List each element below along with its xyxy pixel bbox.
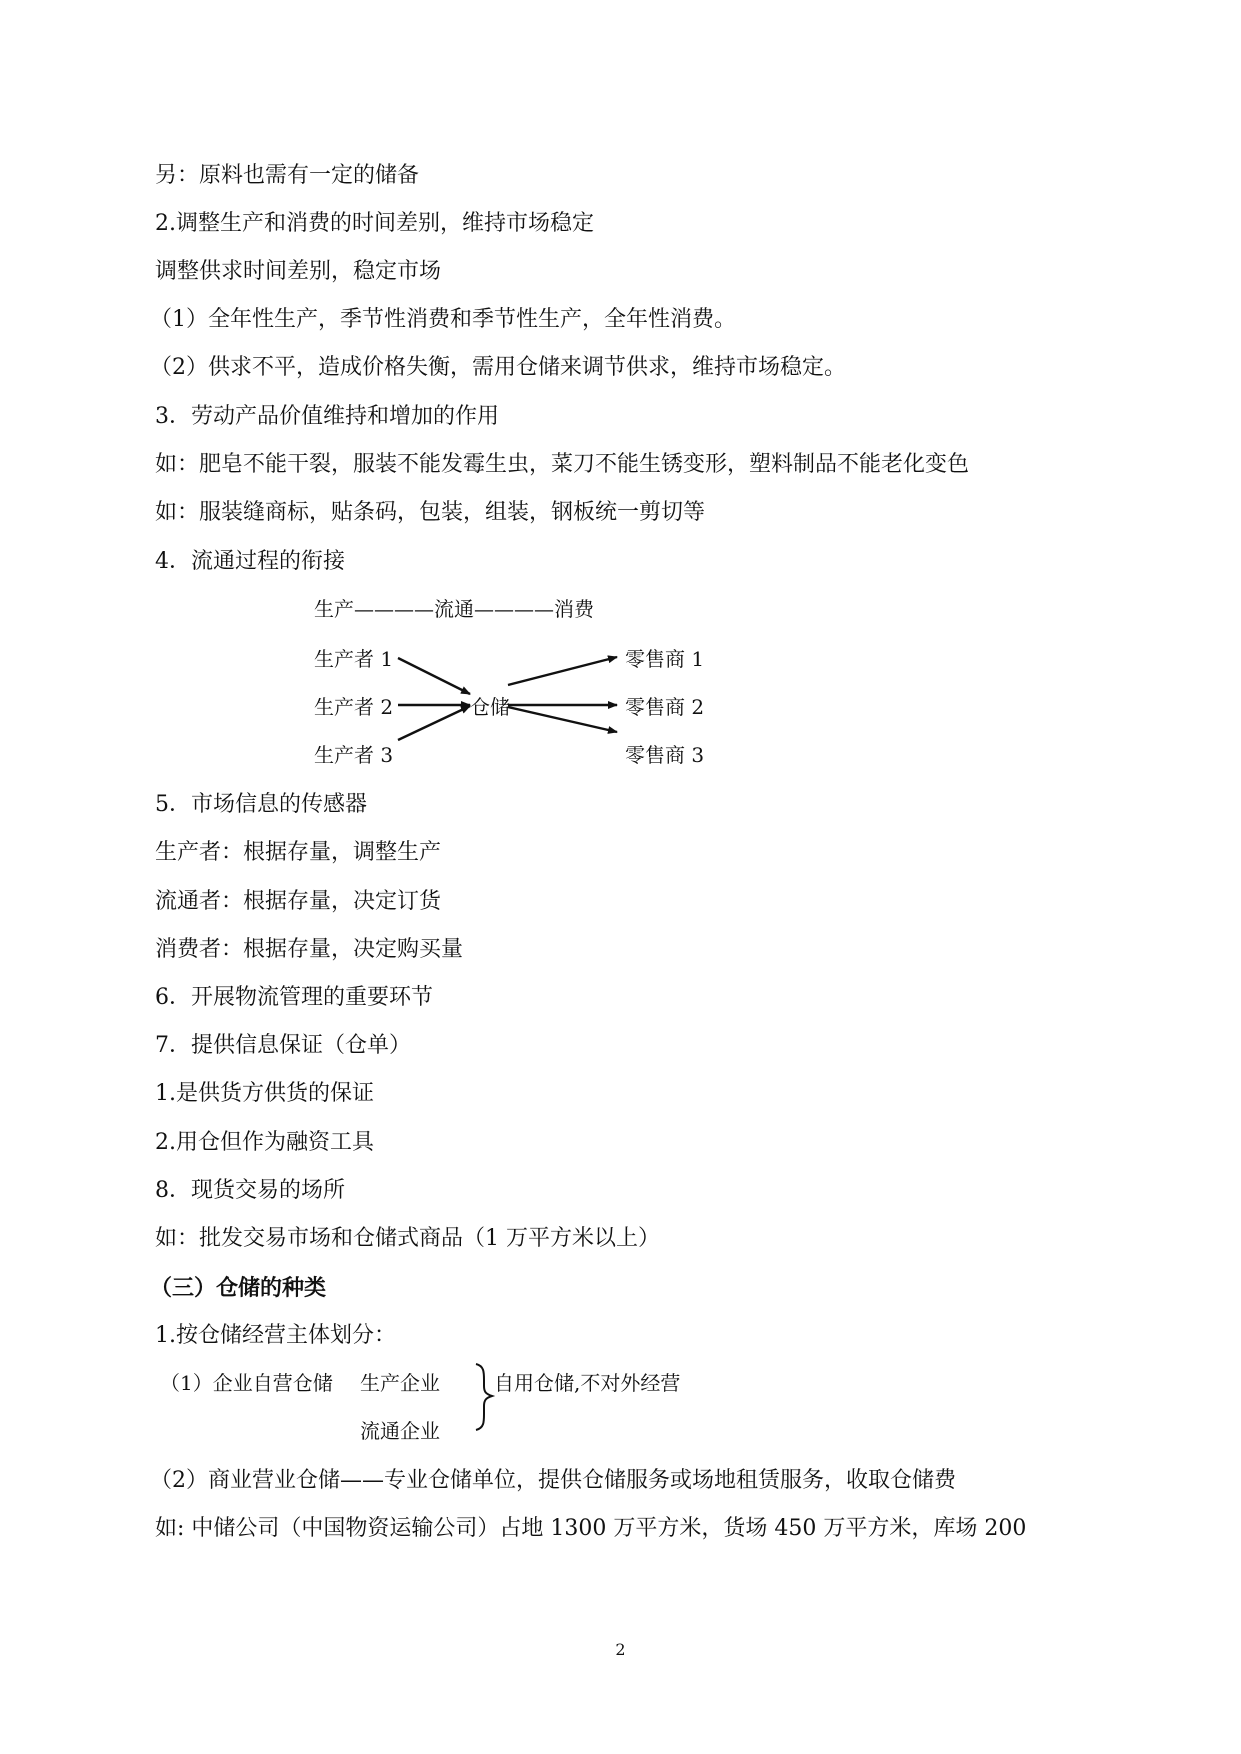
production-enterprise-label: 生产企业 [360,1371,440,1395]
text-line: 6．开展物流管理的重要环节 [155,985,433,1010]
classification-title: 1.按仓储经营主体划分： [155,1323,396,1348]
text-line: （1）全年性生产，季节性消费和季节性生产，全年性消费。 [150,307,736,332]
flow-line: 生产————流通————消费 [314,597,594,621]
text-line: 如: 中储公司（中国物资运输公司）占地 1300 万平方米，货场 450 万平方米，库场 200 [155,1516,1027,1541]
text-line: 生产者：根据存量，调整生产 [155,840,442,865]
text-line: 如：批发交易市场和仓储式商品（1 万平方米以上） [155,1226,660,1251]
warehouse-node: 仓储 [470,695,510,719]
text-line: 另：原料也需有一定的储备 [155,163,420,188]
text-line: 如：肥皂不能干裂，服装不能发霉生虫，菜刀不能生锈变形，塑料制品不能老化变色 [155,452,970,477]
self-use-note: 自用仓储,不对外经营 [494,1371,681,1395]
circulation-enterprise-label: 流通企业 [360,1419,440,1443]
producer-1: 生产者 1 [314,647,394,671]
producer-3: 生产者 3 [314,743,394,767]
text-line: 1.是供货方供货的保证 [155,1081,374,1106]
text-line: 流通者：根据存量，决定订货 [155,889,442,914]
text-line: （2）商业营业仓储——专业仓储单位，提供仓储服务或场地租赁服务，收取仓储费 [150,1468,956,1493]
text-line: 3．劳动产品价值维持和增加的作用 [155,404,499,429]
self-operated-warehouse-label: （1）企业自营仓储 [160,1371,333,1395]
retailer-2: 零售商 2 [625,695,705,719]
section-heading: （三）仓储的种类 [150,1275,327,1301]
text-line: 如：服装缝商标，贴条码，包装，组装，钢板统一剪切等 [155,500,706,525]
page-number: 2 [615,1640,626,1659]
retailer-3: 零售商 3 [625,743,705,767]
text-line: 7．提供信息保证（仓单） [155,1033,411,1058]
text-line: 8．现货交易的场所 [155,1178,345,1203]
text-line: 消费者：根据存量，决定购买量 [155,937,464,962]
text-line: 5．市场信息的传感器 [155,792,367,817]
text-line: （2）供求不平，造成价格失衡，需用仓储来调节供求，维持市场稳定。 [150,355,846,380]
text-line: 调整供求时间差别，稳定市场 [155,259,442,284]
text-line: 2.用仓但作为融资工具 [155,1130,374,1155]
text-line: 2.调整生产和消费的时间差别，维持市场稳定 [155,211,594,236]
retailer-1: 零售商 1 [625,647,705,671]
producer-2: 生产者 2 [314,695,394,719]
text-line: 4．流通过程的衔接 [155,549,345,574]
